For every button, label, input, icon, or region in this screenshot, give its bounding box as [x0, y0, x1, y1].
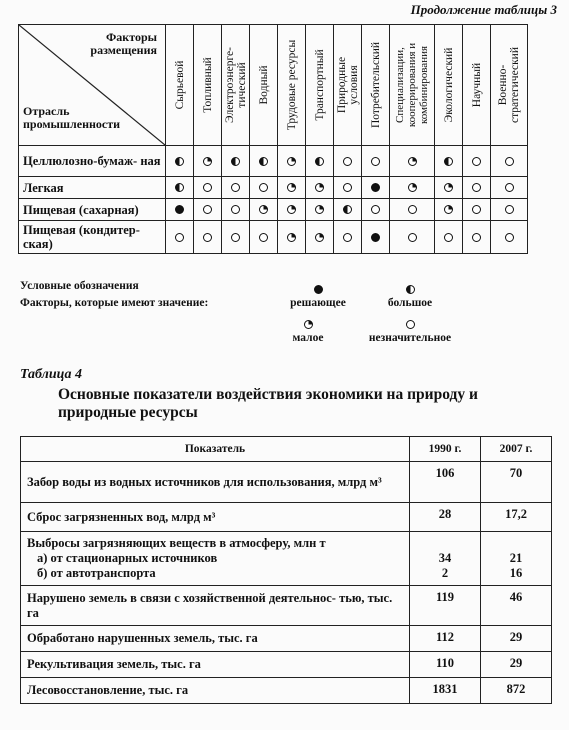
factor-cell	[222, 199, 250, 221]
quarter-circle-icon	[408, 157, 417, 166]
empty-circle-icon	[505, 157, 514, 166]
half-circle-icon	[231, 157, 240, 166]
full-circle-icon	[371, 183, 380, 192]
factor-cell	[166, 221, 194, 254]
empty-circle-icon	[259, 233, 268, 242]
factor-cell	[306, 199, 334, 221]
empty-circle-icon	[406, 320, 415, 329]
col-header: Электроэнерге- тический	[222, 25, 250, 146]
value-2007: 70	[481, 462, 552, 503]
col-header: Сырьевой	[166, 25, 194, 146]
col-header: Топливный	[194, 25, 222, 146]
corner-bottom-label: Отрасль промышленности	[23, 104, 121, 131]
empty-circle-icon	[203, 183, 212, 192]
quarter-circle-icon	[444, 183, 453, 192]
value-1990: 106	[410, 462, 481, 503]
col-header: Экологический	[435, 25, 463, 146]
factor-cell	[306, 177, 334, 199]
value-1990: 28	[410, 503, 481, 532]
factor-row	[19, 146, 528, 177]
table-row	[21, 626, 552, 652]
factor-cell	[334, 177, 362, 199]
legend-subtitle: Факторы, которые имеют значение:	[20, 297, 209, 309]
factor-cell	[491, 199, 528, 221]
quarter-circle-icon	[315, 183, 324, 192]
half-circle-icon	[315, 157, 324, 166]
factor-cell	[435, 221, 463, 254]
value-1990-b: 2	[441, 566, 449, 580]
factor-cell	[278, 177, 306, 199]
empty-circle-icon	[343, 233, 352, 242]
empty-circle-icon	[472, 183, 481, 192]
header-2007: 2007 г.	[481, 437, 552, 462]
empty-circle-icon	[371, 205, 380, 214]
industry-label: Пищевая (сахарная)	[19, 199, 166, 221]
table-row	[21, 503, 552, 532]
factor-cell	[306, 146, 334, 177]
table4-title: Основные показатели воздействия экономики на природу и природные ресурсы	[58, 386, 478, 421]
quarter-circle-icon	[315, 233, 324, 242]
factor-cell	[222, 146, 250, 177]
legend-decisive-label: решающее	[290, 297, 346, 309]
legend-decisive	[268, 285, 368, 309]
empty-circle-icon	[343, 183, 352, 192]
factors-table	[18, 24, 528, 254]
empty-circle-icon	[472, 205, 481, 214]
factor-cell	[250, 177, 278, 199]
factor-cell	[362, 221, 390, 254]
factor-cell	[250, 221, 278, 254]
factor-cell	[390, 177, 435, 199]
indicator-name: Нарушено земель в связи с хозяйственной деятельнос- тью, тыс. га	[21, 586, 410, 626]
indicator-name: Забор воды из водных источников для использования, млрд м³	[21, 462, 410, 503]
table-row	[21, 462, 552, 503]
factor-cell	[222, 221, 250, 254]
indicator-name	[21, 532, 410, 586]
empty-circle-icon	[444, 233, 453, 242]
factor-cell	[194, 199, 222, 221]
half-circle-icon	[406, 285, 415, 294]
empty-circle-icon	[203, 205, 212, 214]
legend-insignificant-label: незначительное	[368, 332, 452, 344]
factor-cell	[362, 199, 390, 221]
table-row	[21, 678, 552, 704]
continuation-note: Продолжение таблицы 3	[410, 2, 557, 17]
factor-cell	[463, 177, 491, 199]
col-header: Природные условия	[334, 25, 362, 146]
col-header: Научный	[463, 25, 491, 146]
empty-circle-icon	[505, 183, 514, 192]
factor-row	[19, 177, 528, 199]
corner-cell	[19, 25, 166, 146]
factor-cell	[390, 199, 435, 221]
value-2007-a: 21	[509, 551, 523, 565]
factor-cell	[278, 146, 306, 177]
factor-cell	[491, 221, 528, 254]
col-header: Военно- стратегический	[491, 25, 528, 146]
factors-body	[19, 146, 528, 254]
quarter-circle-icon	[287, 205, 296, 214]
empty-circle-icon	[408, 205, 417, 214]
empty-circle-icon	[505, 233, 514, 242]
legend-small	[258, 320, 358, 344]
quarter-circle-icon	[287, 183, 296, 192]
empty-circle-icon	[175, 233, 184, 242]
empty-circle-icon	[231, 205, 240, 214]
empty-circle-icon	[371, 157, 380, 166]
half-circle-icon	[175, 157, 184, 166]
factors-header-row	[19, 25, 528, 146]
factor-cell	[278, 199, 306, 221]
full-circle-icon	[371, 233, 380, 242]
value-2007: 29	[481, 652, 552, 678]
industry-label: Пищевая (кондитер- ская)	[19, 221, 166, 254]
legend-title: Условные обозначения	[20, 280, 139, 292]
header-1990: 1990 г.	[410, 437, 481, 462]
empty-circle-icon	[505, 205, 514, 214]
empty-circle-icon	[231, 233, 240, 242]
quarter-circle-icon	[203, 157, 212, 166]
half-circle-icon	[444, 157, 453, 166]
value-1990: 110	[410, 652, 481, 678]
factor-cell	[166, 177, 194, 199]
quarter-circle-icon	[287, 233, 296, 242]
indicator-name: Обработано нарушенных земель, тыс. га	[21, 626, 410, 652]
value-1990	[410, 532, 481, 586]
header-indicator: Показатель	[21, 437, 410, 462]
half-circle-icon	[175, 183, 184, 192]
empty-circle-icon	[231, 183, 240, 192]
col-header: Специализации, кооперирования и комбинирования	[390, 25, 435, 146]
half-circle-icon	[343, 205, 352, 214]
quarter-circle-icon	[287, 157, 296, 166]
factor-cell	[250, 199, 278, 221]
empty-circle-icon	[259, 183, 268, 192]
indicators-header-row	[21, 437, 552, 462]
indicator-name: Лесовосстановление, тыс. га	[21, 678, 410, 704]
factor-cell	[491, 177, 528, 199]
table-row	[21, 532, 552, 586]
value-2007-b: 16	[509, 566, 523, 580]
factor-cell	[491, 146, 528, 177]
indicator-main-label: Выбросы загрязняющих веществ в атмосферу, млн т	[27, 536, 326, 550]
table-row	[21, 586, 552, 626]
corner-top-label: Факторы размещения	[90, 30, 157, 57]
legend-small-label: малое	[292, 332, 324, 344]
factor-cell	[278, 221, 306, 254]
factor-cell	[334, 199, 362, 221]
quarter-circle-icon	[408, 183, 417, 192]
col-header: Трудовые ресурсы	[278, 25, 306, 146]
factor-cell	[435, 177, 463, 199]
quarter-circle-icon	[315, 205, 324, 214]
indicator-sub-a: а) от стационарных источников	[37, 551, 218, 565]
full-circle-icon	[314, 285, 323, 294]
industry-label: Легкая	[19, 177, 166, 199]
indicator-sub-b: б) от автотранспорта	[37, 566, 156, 580]
factor-cell	[250, 146, 278, 177]
indicator-name: Сброс загрязненных вод, млрд м³	[21, 503, 410, 532]
half-circle-icon	[259, 157, 268, 166]
indicators-table	[20, 436, 552, 704]
factor-cell	[222, 177, 250, 199]
col-header: Транспортный	[306, 25, 334, 146]
quarter-circle-icon	[259, 205, 268, 214]
factor-row	[19, 221, 528, 254]
indicator-name: Рекультивация земель, тыс. га	[21, 652, 410, 678]
factor-cell	[194, 146, 222, 177]
factor-cell	[463, 221, 491, 254]
factor-cell	[166, 146, 194, 177]
factor-cell	[194, 177, 222, 199]
factor-cell	[362, 146, 390, 177]
value-2007	[481, 532, 552, 586]
value-2007: 46	[481, 586, 552, 626]
empty-circle-icon	[408, 233, 417, 242]
legend-large-label: большое	[387, 297, 433, 309]
factor-cell	[435, 146, 463, 177]
table4-label: Таблица 4	[20, 367, 82, 382]
value-2007: 29	[481, 626, 552, 652]
factor-cell	[306, 221, 334, 254]
factor-row	[19, 199, 528, 221]
col-header: Водный	[250, 25, 278, 146]
empty-circle-icon	[203, 233, 212, 242]
legend-insignificant	[350, 320, 470, 344]
quarter-circle-icon	[304, 320, 313, 329]
value-1990-a: 34	[438, 551, 452, 565]
empty-circle-icon	[472, 157, 481, 166]
empty-circle-icon	[343, 157, 352, 166]
factor-cell	[334, 221, 362, 254]
industry-label: Целлюлозно-бумаж- ная	[19, 146, 166, 177]
table-row	[21, 652, 552, 678]
factor-cell	[390, 221, 435, 254]
full-circle-icon	[175, 205, 184, 214]
legend-large	[360, 285, 460, 309]
value-1990: 112	[410, 626, 481, 652]
empty-circle-icon	[472, 233, 481, 242]
factor-cell	[166, 199, 194, 221]
factor-cell	[390, 146, 435, 177]
factor-cell	[463, 146, 491, 177]
value-2007: 872	[481, 678, 552, 704]
quarter-circle-icon	[444, 205, 453, 214]
factor-cell	[463, 199, 491, 221]
factor-cell	[194, 221, 222, 254]
value-2007: 17,2	[481, 503, 552, 532]
factor-cell	[362, 177, 390, 199]
factor-cell	[435, 199, 463, 221]
value-1990: 119	[410, 586, 481, 626]
col-header: Потребительский	[362, 25, 390, 146]
value-1990: 1831	[410, 678, 481, 704]
factor-cell	[334, 146, 362, 177]
